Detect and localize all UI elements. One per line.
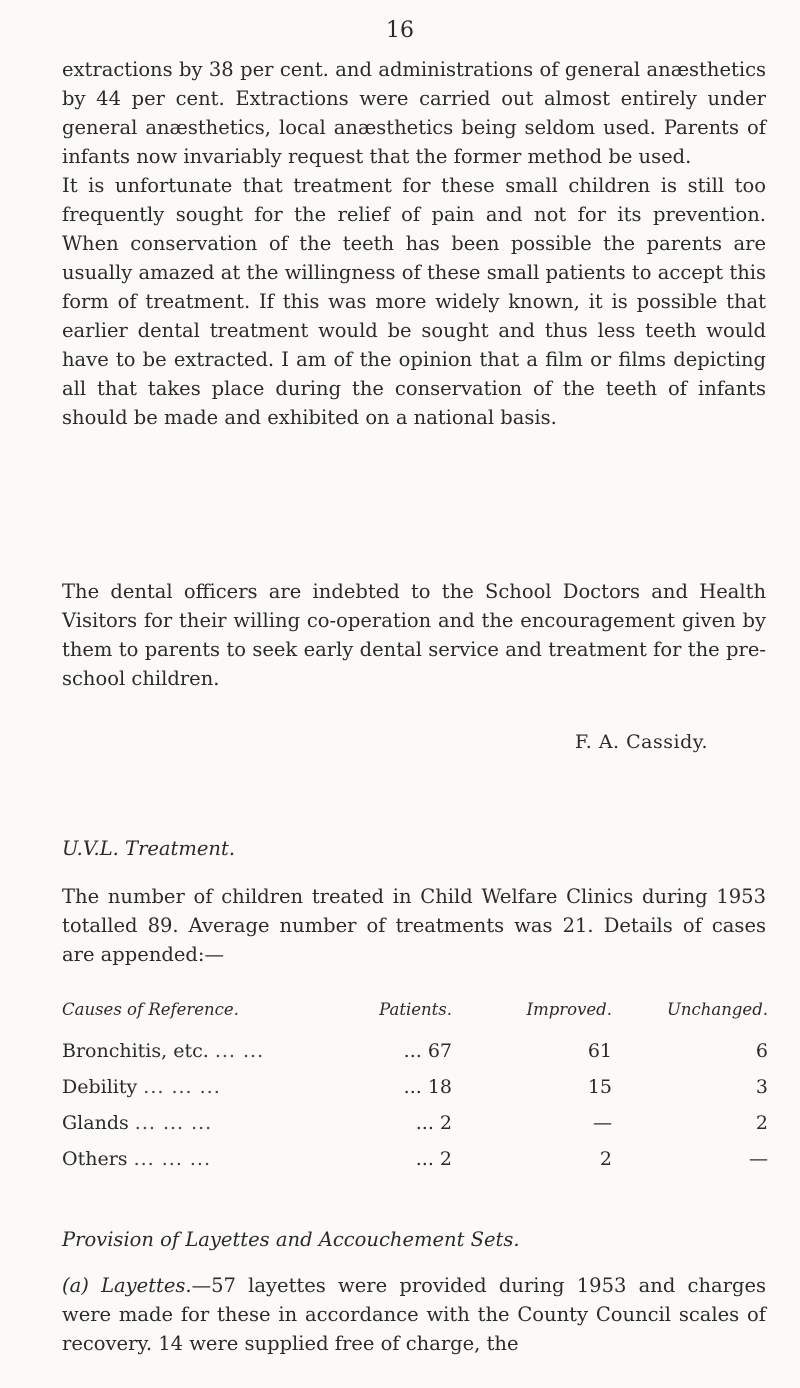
layettes-label: (a) Layettes. [62, 1274, 192, 1297]
paragraph-treatment-prevention: It is unfortunate that treatment for these small children is still too frequently sought for the relief of pain and not for its prevention. When conservation of the teeth has been possible the parents are usually amazed at the willingness of these small patients to accept this form of treatment. If this was more widely known, it is possible that earlier dental treatment would be sought and thus less teeth would have to be extracted. I am of the opinion that a film or films depicting all that takes place during the conservation of the teeth of infants should be made and exhibited on a national basis. [62, 174, 766, 429]
header-improved: Improved. [526, 1000, 612, 1019]
header-cause: Causes of Reference. [62, 1000, 239, 1019]
table-row [62, 1033, 768, 1069]
patients-value: ... 2 [415, 1148, 452, 1170]
uvl-paragraph: The number of children treated in Child Welfare Clinics during 1953 totalled 89. Average number of treatments was 21. Details of cases are appended:— [62, 885, 766, 966]
table-row [62, 1105, 768, 1141]
table-row [62, 1141, 768, 1177]
improved-value: 61 [587, 1040, 612, 1062]
leader-dots: ... ... ... [134, 1112, 213, 1134]
layettes-paragraph [62, 1271, 766, 1358]
unchanged-value: 2 [755, 1112, 768, 1134]
improved-value: 15 [587, 1076, 612, 1098]
layettes-heading: Provision of Layettes and Accouchement Sets. [62, 1228, 520, 1251]
header-patients: Patients. [379, 1000, 452, 1019]
leader-dots: ... ... [214, 1040, 265, 1062]
cases-table [62, 1000, 768, 1177]
paragraph-extractions: extractions by 38 per cent. and administrations of general anæsthetics by 44 per cent. Extractions were carried out almost entirely under general anæsthetics, local anæsthetics being seldom used. Parents of infants now invariably request that the former method be used. [62, 58, 766, 168]
cause-name: Debility [62, 1076, 138, 1098]
unchanged-value: — [749, 1148, 768, 1170]
signature: F. A. Cassidy. [575, 731, 708, 753]
improved-value: — [593, 1112, 612, 1134]
patients-value: ... 67 [403, 1040, 452, 1062]
improved-value: 2 [599, 1148, 612, 1170]
cause-name: Others [62, 1148, 128, 1170]
leader-dots: ... ... ... [133, 1148, 212, 1170]
unchanged-value: 3 [755, 1076, 768, 1098]
cause-name: Bronchitis, etc. [62, 1040, 209, 1062]
table-header-row [62, 1000, 768, 1033]
table-row [62, 1069, 768, 1105]
header-unchanged: Unchanged. [667, 1000, 768, 1019]
patients-value: ... 2 [415, 1112, 452, 1134]
cause-name: Glands [62, 1112, 129, 1134]
patients-value: ... 18 [403, 1076, 452, 1098]
layettes-text: —57 layettes were provided during 1953 and charges were made for these in accordance with the County Council scales of recovery. 14 were supplied free of charge, the [62, 1274, 766, 1355]
page-number: 16 [386, 18, 414, 43]
uvl-heading: U.V.L. Treatment. [62, 837, 236, 860]
paragraph-acknowledgement: The dental officers are indebted to the School Doctors and Health Visitors for their willing co-operation and the encouragement given by them to parents to seek early dental service and treatment for the pre-school children. [62, 580, 766, 690]
leader-dots: ... ... ... [143, 1076, 221, 1098]
unchanged-value: 6 [755, 1040, 768, 1062]
